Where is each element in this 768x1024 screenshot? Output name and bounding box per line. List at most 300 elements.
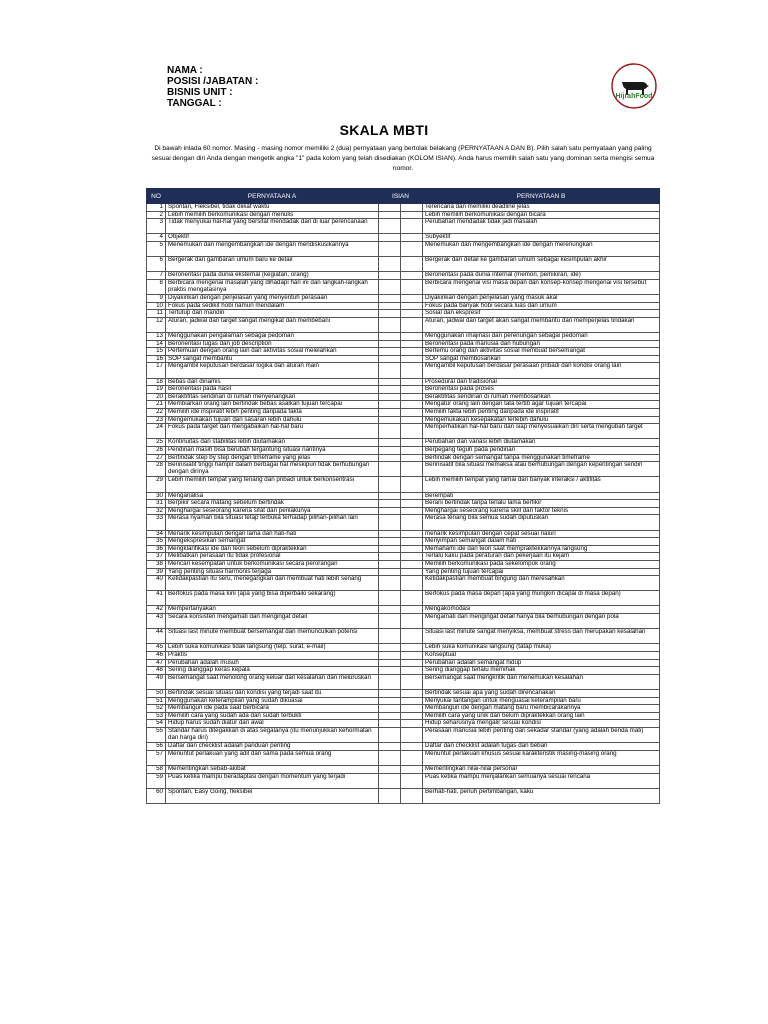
row-number: 36 <box>147 545 166 553</box>
table-row <box>147 743 660 751</box>
isian-b-cell[interactable] <box>401 340 423 348</box>
table-row <box>147 712 660 720</box>
row-number: 48 <box>147 667 166 675</box>
table-row <box>147 234 660 242</box>
statement-a: Berpikir secara matang sebelum bertindak <box>166 500 379 508</box>
isian-a-cell[interactable] <box>379 204 401 212</box>
bisnis-unit-label: BISNIS UNIT : <box>167 87 233 98</box>
statement-a: Melibatkan perasaan itu tidak profesional <box>166 553 379 561</box>
row-number: 6 <box>147 257 166 272</box>
isian-a-cell[interactable] <box>379 560 401 568</box>
isian-a-cell[interactable] <box>379 765 401 773</box>
table-row <box>147 667 660 675</box>
table-row <box>147 690 660 698</box>
isian-a-cell[interactable] <box>379 454 401 462</box>
statement-a: Membiarkan orang lain bertindak bebas asalkan tujuan tercapai <box>166 401 379 409</box>
row-number: 24 <box>147 424 166 439</box>
isian-b-cell[interactable] <box>401 591 423 606</box>
isian-a-cell[interactable] <box>379 333 401 341</box>
statement-a: Pertemuan dengan orang lain dan aktivitas sosial melelahkan <box>166 348 379 356</box>
table-row <box>147 386 660 394</box>
statement-b: Bertemu orang dan aktivitas sosial membuat bersemangat <box>423 348 660 356</box>
isian-a-cell[interactable] <box>379 317 401 332</box>
isian-a-cell[interactable] <box>379 401 401 409</box>
statement-b: Subyektif <box>423 234 660 242</box>
mbti-table <box>146 188 660 804</box>
isian-a-cell[interactable] <box>379 720 401 728</box>
statement-b: Mengakomodasi <box>423 606 660 614</box>
isian-b-cell[interactable] <box>401 727 423 742</box>
isian-a-cell[interactable] <box>379 690 401 698</box>
isian-a-cell[interactable] <box>379 727 401 742</box>
isian-a-cell[interactable] <box>379 211 401 219</box>
statement-b: Membangun ide dengan matang baru membicarakannya <box>423 705 660 713</box>
isian-b-cell[interactable] <box>401 545 423 553</box>
row-number: 1 <box>147 204 166 212</box>
isian-a-cell[interactable] <box>379 355 401 363</box>
row-number: 47 <box>147 659 166 667</box>
table-row <box>147 272 660 280</box>
statement-a: Lebih memilih tempat yang tenang dan pribadi untuk berkonsentrasi <box>166 477 379 492</box>
statement-a: Menggunakan pengalaman sebagai pedoman <box>166 333 379 341</box>
isian-b-cell[interactable] <box>401 690 423 698</box>
isian-a-cell[interactable] <box>379 462 401 477</box>
table-row <box>147 500 660 508</box>
isian-a-cell[interactable] <box>379 591 401 606</box>
isian-a-cell[interactable] <box>379 477 401 492</box>
statement-b: Merasa tenang bila semua sudah diputuskan <box>423 515 660 530</box>
statement-a: Beraktifitas sendirian di rumah menyenangkan <box>166 393 379 401</box>
row-number: 26 <box>147 447 166 455</box>
statement-a: Praktis <box>166 652 379 660</box>
isian-b-cell[interactable] <box>401 492 423 500</box>
isian-a-cell[interactable] <box>379 439 401 447</box>
table-row <box>147 295 660 303</box>
table-row <box>147 393 660 401</box>
isian-a-cell[interactable] <box>379 697 401 705</box>
table-row <box>147 614 660 629</box>
isian-b-cell[interactable] <box>401 568 423 576</box>
table-row <box>147 553 660 561</box>
isian-a-cell[interactable] <box>379 750 401 765</box>
table-header-row <box>147 189 660 204</box>
row-number: 51 <box>147 697 166 705</box>
isian-b-cell[interactable] <box>401 629 423 644</box>
row-number: 33 <box>147 515 166 530</box>
isian-b-cell[interactable] <box>401 409 423 417</box>
row-number: 10 <box>147 302 166 310</box>
row-number: 30 <box>147 492 166 500</box>
table-row <box>147 241 660 256</box>
table-row <box>147 507 660 515</box>
isian-a-cell[interactable] <box>379 674 401 689</box>
statement-b: Perubahan adalah semangat hidup <box>423 659 660 667</box>
isian-a-cell[interactable] <box>379 652 401 660</box>
statement-b: Berorientasi pada proses <box>423 386 660 394</box>
statement-b: Menemukan dan mengembangkan ide dengan merenungkan <box>423 241 660 256</box>
table-row <box>147 720 660 728</box>
isian-a-cell[interactable] <box>379 241 401 256</box>
isian-b-cell[interactable] <box>401 674 423 689</box>
isian-a-cell[interactable] <box>379 553 401 561</box>
page-title: SKALA MBTI <box>339 122 429 138</box>
statement-a: Membangun ide pada saat berbicara <box>166 705 379 713</box>
statement-a: Objektif <box>166 234 379 242</box>
table-row <box>147 750 660 765</box>
isian-a-cell[interactable] <box>379 515 401 530</box>
statement-b: Yang penting tujuan tercapai <box>423 568 660 576</box>
row-number: 16 <box>147 355 166 363</box>
isian-a-cell[interactable] <box>379 712 401 720</box>
statement-a: Mencari kesempatan untuk berkomunikasi secara perorangan <box>166 560 379 568</box>
statement-a: Bertindak step by step dengan timeframe yang jelas <box>166 454 379 462</box>
table-row <box>147 591 660 606</box>
isian-b-cell[interactable] <box>401 241 423 256</box>
statement-b: Hidup seharusnya mengalir sesuai kondisi <box>423 720 660 728</box>
posisi-label: POSISI /JABATAN : <box>167 76 259 87</box>
isian-b-cell[interactable] <box>401 507 423 515</box>
row-number: 45 <box>147 644 166 652</box>
row-number: 5 <box>147 241 166 256</box>
isian-b-cell[interactable] <box>401 560 423 568</box>
isian-b-cell[interactable] <box>401 606 423 614</box>
table-row <box>147 257 660 272</box>
isian-a-cell[interactable] <box>379 348 401 356</box>
isian-a-cell[interactable] <box>379 788 401 803</box>
isian-b-cell[interactable] <box>401 652 423 660</box>
statement-b: Memilih cara yang unik dan belum dipraktekkan orang lain <box>423 712 660 720</box>
row-number: 12 <box>147 317 166 332</box>
statement-a: Aturan, jadwal dan target sangat mengikat dan membebani <box>166 317 379 332</box>
isian-b-cell[interactable] <box>401 302 423 310</box>
statement-b: Memilih fakta lebih penting daripada ide inspiratif <box>423 409 660 417</box>
statement-a: Bersemangat saat menolong orang keluar dari kesalahan dan meluruskan <box>166 674 379 689</box>
table-row <box>147 697 660 705</box>
isian-b-cell[interactable] <box>401 204 423 212</box>
isian-b-cell[interactable] <box>401 317 423 332</box>
row-number: 38 <box>147 560 166 568</box>
isian-b-cell[interactable] <box>401 697 423 705</box>
statement-a: Secara konsisten mengamati dan mengingat detail <box>166 614 379 629</box>
isian-b-cell[interactable] <box>401 355 423 363</box>
row-number: 41 <box>147 591 166 606</box>
statement-a: Tertutup dan mandiri <box>166 310 379 318</box>
row-number: 18 <box>147 378 166 386</box>
isian-b-cell[interactable] <box>401 234 423 242</box>
isian-b-cell[interactable] <box>401 712 423 720</box>
isian-a-cell[interactable] <box>379 447 401 455</box>
isian-b-cell[interactable] <box>401 439 423 447</box>
statement-b: Perubahan mendadak tidak jadi masalah <box>423 219 660 234</box>
statement-b: Bertindak sesuai apa yang sudah direncanakan <box>423 690 660 698</box>
statement-a: Mengemukakan tujuan dan sasaran lebih dahulu <box>166 416 379 424</box>
table-row <box>147 454 660 462</box>
statement-b: Terencana dan memiliki deadline jelas <box>423 204 660 212</box>
isian-a-cell[interactable] <box>379 219 401 234</box>
isian-b-cell[interactable] <box>401 705 423 713</box>
statement-b: Konseptual <box>423 652 660 660</box>
row-number: 20 <box>147 393 166 401</box>
isian-a-cell[interactable] <box>379 614 401 629</box>
statement-b: Bertindak dengan semangat tanpa menggunakan timeframe <box>423 454 660 462</box>
row-number: 29 <box>147 477 166 492</box>
table-row <box>147 568 660 576</box>
table-row <box>147 773 660 788</box>
isian-b-cell[interactable] <box>401 447 423 455</box>
row-number: 37 <box>147 553 166 561</box>
statement-a: Berinisiatif tinggi hampir dalam berbagai hal meskipun tidak berhubungan dengan dirinya <box>166 462 379 477</box>
isian-a-cell[interactable] <box>379 606 401 614</box>
statement-b: Berpegang teguh pada pendirian <box>423 447 660 455</box>
isian-a-cell[interactable] <box>379 386 401 394</box>
isian-a-cell[interactable] <box>379 393 401 401</box>
isian-b-cell[interactable] <box>401 257 423 272</box>
isian-a-cell[interactable] <box>379 295 401 303</box>
statement-a: Berbicara mengenai masalah yang dihadapi hari ini dan langkah-langkah praktis mengatasinya <box>166 279 379 294</box>
statement-b: Menyukai tantangan untuk menguasai keterampilan baru <box>423 697 660 705</box>
isian-a-cell[interactable] <box>379 302 401 310</box>
table-row <box>147 788 660 803</box>
statement-a: Fokus pada target dan mengabaikan hal-hal baru <box>166 424 379 439</box>
logo-text: HijrahFood <box>615 93 653 100</box>
statement-a: Menarik kesimpulan dengan lama dan hati-hati <box>166 530 379 538</box>
isian-b-cell[interactable] <box>401 416 423 424</box>
statement-b: Diyakinkan dengan penjelasan yang masuk akal <box>423 295 660 303</box>
isian-a-cell[interactable] <box>379 568 401 576</box>
statement-a: Menuntut perlakuan yang adil dan sama pada semua orang <box>166 750 379 765</box>
table-row <box>147 211 660 219</box>
row-number: 39 <box>147 568 166 576</box>
isian-a-cell[interactable] <box>379 644 401 652</box>
isian-a-cell[interactable] <box>379 234 401 242</box>
statement-b: Bersemangat saat mengkritik dan menemukan kesalahan <box>423 674 660 689</box>
table-row <box>147 378 660 386</box>
statement-a: Perubahan adalah musuh <box>166 659 379 667</box>
isian-b-cell[interactable] <box>401 348 423 356</box>
row-number: 15 <box>147 348 166 356</box>
table-row <box>147 219 660 234</box>
row-number: 22 <box>147 409 166 417</box>
isian-b-cell[interactable] <box>401 393 423 401</box>
table-row <box>147 538 660 546</box>
isian-b-cell[interactable] <box>401 576 423 591</box>
isian-a-cell[interactable] <box>379 500 401 508</box>
table-row <box>147 652 660 660</box>
isian-b-cell[interactable] <box>401 773 423 788</box>
table-row <box>147 310 660 318</box>
statement-a: Merasa nyaman bila situasi tetap terbuka terhadap pilihan-pilihan lain <box>166 515 379 530</box>
isian-a-cell[interactable] <box>379 279 401 294</box>
isian-b-cell[interactable] <box>401 378 423 386</box>
isian-b-cell[interactable] <box>401 401 423 409</box>
row-number: 8 <box>147 279 166 294</box>
isian-b-cell[interactable] <box>401 614 423 629</box>
isian-a-cell[interactable] <box>379 378 401 386</box>
isian-b-cell[interactable] <box>401 765 423 773</box>
isian-a-cell[interactable] <box>379 424 401 439</box>
table-row <box>147 560 660 568</box>
isian-a-cell[interactable] <box>379 363 401 378</box>
statement-a: Berorientasi pada hasil <box>166 386 379 394</box>
statement-b: Menyimpan semangat dalam hati <box>423 538 660 546</box>
statement-a: Lebih suka komunikasi tidak langsung (telp, surat, e-mail) <box>166 644 379 652</box>
row-number: 55 <box>147 727 166 742</box>
table-row <box>147 606 660 614</box>
row-number: 53 <box>147 712 166 720</box>
isian-a-cell[interactable] <box>379 773 401 788</box>
isian-a-cell[interactable] <box>379 629 401 644</box>
isian-b-cell[interactable] <box>401 424 423 439</box>
row-number: 57 <box>147 750 166 765</box>
isian-b-cell[interactable] <box>401 462 423 477</box>
isian-a-cell[interactable] <box>379 409 401 417</box>
isian-a-cell[interactable] <box>379 530 401 538</box>
row-number: 4 <box>147 234 166 242</box>
isian-a-cell[interactable] <box>379 272 401 280</box>
isian-a-cell[interactable] <box>379 492 401 500</box>
isian-a-cell[interactable] <box>379 538 401 546</box>
isian-a-cell[interactable] <box>379 416 401 424</box>
table-row <box>147 644 660 652</box>
isian-b-cell[interactable] <box>401 386 423 394</box>
row-number: 44 <box>147 629 166 644</box>
statement-b: Mengamati dan mengingat detail hanya bila berhubungan dengan pola <box>423 614 660 629</box>
row-number: 28 <box>147 462 166 477</box>
table-row <box>147 727 660 742</box>
isian-a-cell[interactable] <box>379 507 401 515</box>
statement-b: Aturan, jadwal dan target akan sangat membantu dan memperjelas tindakan <box>423 317 660 332</box>
statement-b: Daftar dan checklist adalah tugas dan beban <box>423 743 660 751</box>
statement-b: Beraktifitas sendirian di rumah membosankan <box>423 393 660 401</box>
isian-b-cell[interactable] <box>401 477 423 492</box>
form-header <box>167 65 258 109</box>
statement-b: Berani bertindak tanpa terlalu lama berfikir <box>423 500 660 508</box>
isian-b-cell[interactable] <box>401 211 423 219</box>
statement-a: Mengekspresikan semangat <box>166 538 379 546</box>
statement-a: Tidak menyukai hal-hal yang bersifat mendadak dan di luar perencanaan <box>166 219 379 234</box>
statement-a: Daftar dan checklist adalah panduan penting <box>166 743 379 751</box>
statement-b: Berempati <box>423 492 660 500</box>
statement-b: Berhati-hati, penuh pertimbangan, kaku <box>423 788 660 803</box>
statement-b: SOP sangat membosankan <box>423 355 660 363</box>
row-number: 17 <box>147 363 166 378</box>
isian-b-cell[interactable] <box>401 743 423 751</box>
row-number: 3 <box>147 219 166 234</box>
isian-b-cell[interactable] <box>401 553 423 561</box>
row-number: 60 <box>147 788 166 803</box>
isian-b-cell[interactable] <box>401 454 423 462</box>
isian-a-cell[interactable] <box>379 667 401 675</box>
statement-b: Memilih berkomunikasi pada sekelompok orang <box>423 560 660 568</box>
nama-label: NAMA : <box>167 65 203 76</box>
isian-b-cell[interactable] <box>401 788 423 803</box>
isian-b-cell[interactable] <box>401 295 423 303</box>
statement-b: menarik kesimpulan dengan cepat sesuai naluri <box>423 530 660 538</box>
statement-b: Perasaan manusia lebih penting dari sekadar standar (yang adalah benda mati) <box>423 727 660 742</box>
table-row <box>147 416 660 424</box>
row-number: 11 <box>147 310 166 318</box>
table-row <box>147 515 660 530</box>
statement-b: Menghargai seseorang karena skill dan faktor teknis <box>423 507 660 515</box>
isian-b-cell[interactable] <box>401 219 423 234</box>
isian-b-cell[interactable] <box>401 333 423 341</box>
isian-a-cell[interactable] <box>379 257 401 272</box>
statement-b: Puas ketika mampu menjalankan semuanya sesuai rencana <box>423 773 660 788</box>
statement-a: Puas ketika mampu beradaptasi dengan momentum yang terjadi <box>166 773 379 788</box>
row-number: 42 <box>147 606 166 614</box>
statement-a: Berfokus pada masa kini (apa yang bisa diperbaiki sekarang) <box>166 591 379 606</box>
isian-b-cell[interactable] <box>401 500 423 508</box>
isian-b-cell[interactable] <box>401 667 423 675</box>
isian-b-cell[interactable] <box>401 750 423 765</box>
table-row <box>147 576 660 591</box>
statement-b: Lebih memilih tempat yang ramai dan banyak interaksi / aktifitas <box>423 477 660 492</box>
table-row <box>147 629 660 644</box>
statement-b: Berorientasi pada manusia dan hubungan <box>423 340 660 348</box>
statement-a: Spontan, Easy Going, fleksibel <box>166 788 379 803</box>
statement-a: Menggunakan keterampilan yang sudah dikuasai <box>166 697 379 705</box>
statement-b: Situasi last minute sangat menyiksa, membuat stress dan merupakan kesalahan <box>423 629 660 644</box>
row-number: 31 <box>147 500 166 508</box>
isian-b-cell[interactable] <box>401 538 423 546</box>
table-row <box>147 279 660 294</box>
isian-a-cell[interactable] <box>379 340 401 348</box>
isian-a-cell[interactable] <box>379 743 401 751</box>
statement-a: Memilih ide inspiratif lebih penting daripada fakta <box>166 409 379 417</box>
isian-b-cell[interactable] <box>401 363 423 378</box>
header-isian: ISIAN <box>379 189 423 204</box>
table-row <box>147 302 660 310</box>
statement-a: Berorientasi tugas dan job description <box>166 340 379 348</box>
row-number: 40 <box>147 576 166 591</box>
isian-a-cell[interactable] <box>379 659 401 667</box>
isian-b-cell[interactable] <box>401 720 423 728</box>
statement-a: Situasi last minute membuat bersemangat dan memunculkan potensi <box>166 629 379 644</box>
table-row <box>147 659 660 667</box>
isian-a-cell[interactable] <box>379 545 401 553</box>
statement-a: Mempertanyakan <box>166 606 379 614</box>
statement-a: Mengklarifikasi ide dan teori sebelum dipraktekkan <box>166 545 379 553</box>
table-row <box>147 439 660 447</box>
isian-b-cell[interactable] <box>401 644 423 652</box>
statement-a: Menghargai seseorang karena sifat dan perilakunya <box>166 507 379 515</box>
isian-b-cell[interactable] <box>401 310 423 318</box>
isian-b-cell[interactable] <box>401 659 423 667</box>
statement-b: Berorientasi pada dunia internal (memori, pemikiran, ide) <box>423 272 660 280</box>
tanggal-label: TANGGAL : <box>167 98 222 109</box>
statement-a: Sering dianggap keras kepala <box>166 667 379 675</box>
header-pernyataan-b: PERNYATAAN B <box>423 189 660 204</box>
row-number: 54 <box>147 720 166 728</box>
isian-b-cell[interactable] <box>401 279 423 294</box>
statement-b: Memperhatikan hal-hal baru dan siap menyesuaikan diri serta mengubah target <box>423 424 660 439</box>
isian-b-cell[interactable] <box>401 515 423 530</box>
isian-a-cell[interactable] <box>379 705 401 713</box>
table-row <box>147 348 660 356</box>
isian-a-cell[interactable] <box>379 310 401 318</box>
statement-a: Spontan, Fleksibel, tidak diikat waktu <box>166 204 379 212</box>
isian-b-cell[interactable] <box>401 530 423 538</box>
table-row <box>147 674 660 689</box>
statement-a: Pendirian masih bisa berubah tergantung situasi nantinya <box>166 447 379 455</box>
table-row <box>147 545 660 553</box>
table-row <box>147 401 660 409</box>
statement-a: Yang penting situasi harmonis terjaga <box>166 568 379 576</box>
row-number: 52 <box>147 705 166 713</box>
isian-b-cell[interactable] <box>401 272 423 280</box>
isian-a-cell[interactable] <box>379 576 401 591</box>
instructions-text: Di bawah inlada 60 nomor. Masing - masing nomor memiliki 2 (dua) pernyataan yang bertolak belakang (PERNYATAAN A DAN B). Pilih salah satu pernyataan yang paling sesuai dengan diri Anda dengan mengetik angka "1" pada kolom yang telah disediakan (KOLOM ISIAN). Anda harus memilih salah satu yang dominan serta mengisi semua nomor. <box>151 145 655 172</box>
